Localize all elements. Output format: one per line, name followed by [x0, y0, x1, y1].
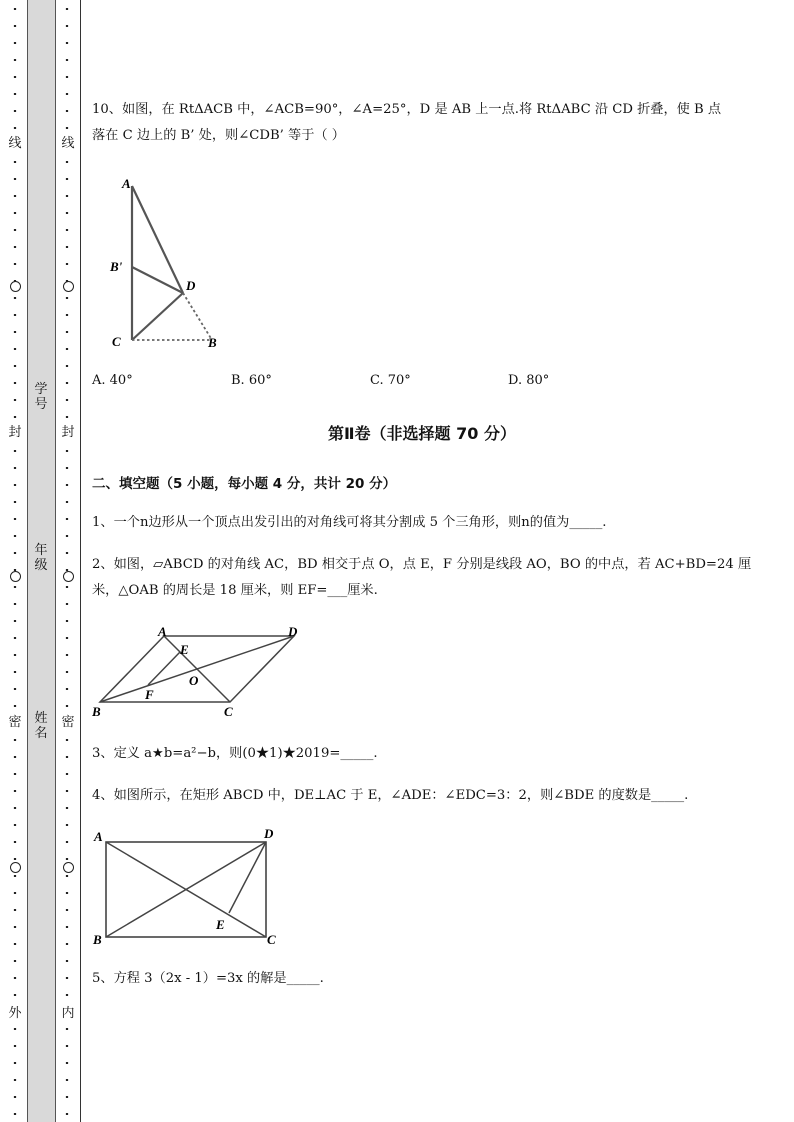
q2-label-O: O [189, 673, 199, 688]
binding-margin [0, 0, 86, 1122]
q10-label-B-prime: B' [110, 259, 123, 274]
q4-label-B: B [93, 932, 102, 946]
student-no-label: 学 号 [34, 382, 48, 412]
q5-text: 5、方程 3（2x - 1）=3x 的解是_____. [92, 971, 324, 986]
q4-rectangle-figure [92, 822, 292, 946]
inner-circle-3 [63, 862, 74, 873]
q10-option-b[interactable]: B. 60° [231, 373, 272, 388]
q4-label-C: C [267, 932, 276, 946]
q10-option-c[interactable]: C. 70° [370, 373, 411, 388]
inner-seal-line: 线 [61, 136, 75, 151]
outer-dot-line [12, 0, 18, 1122]
q4-label-A: A [94, 829, 103, 844]
q2-label-D: D [288, 624, 298, 639]
q4-label-E: E [216, 917, 225, 932]
q10-label-D: D [186, 278, 196, 293]
q3-text: 3、定义 a★b=a²−b，则(0★1)★2019=_____. [92, 746, 378, 761]
inner-seal-seal: 封 [61, 425, 75, 440]
q2-label-C: C [224, 704, 233, 718]
q2-parallelogram-figure [92, 624, 312, 718]
q10-option-a[interactable]: A. 40° [92, 373, 133, 388]
grade-label: 年 级 [34, 543, 48, 573]
q4-label-D: D [264, 826, 274, 841]
q2-text-line2: 米，△OAB 的周长是 18 厘米，则 EF=___厘米. [92, 583, 378, 598]
q2-label-B: B [92, 704, 101, 718]
outer-seal-line: 线 [8, 136, 22, 151]
outer-seal-outer: 外 [8, 1006, 22, 1021]
name-label: 姓 名 [34, 711, 48, 741]
q10-label-A: A [122, 176, 131, 191]
q1-text: 1、一个n边形从一个顶点出发引出的对角线可将其分割成 5 个三角形，则n的值为_____. [92, 515, 607, 530]
q10-text-line1: 10、如图，在 RtΔACB 中，∠ACB=90°，∠A=25°，D 是 AB 上一点.将 RtΔABC 沿 CD 折叠，使 B 点 [92, 102, 722, 117]
q4-text: 4、如图所示，在矩形 ABCD 中，DE⊥AC 于 E，∠ADE：∠EDC=3：2，则∠BDE 的度数是_____. [92, 788, 689, 803]
q10-option-d[interactable]: D. 80° [508, 373, 550, 388]
q10-label-B: B [208, 335, 217, 350]
section2-heading: 二、填空题（5 小题，每小题 4 分，共计 20 分） [92, 476, 397, 492]
outer-circle-2 [10, 571, 21, 582]
outer-seal-secret: 密 [8, 715, 22, 730]
inner-circle-2 [63, 571, 74, 582]
margin-border-line [80, 0, 81, 1122]
inner-dot-line [64, 0, 70, 1122]
q2-label-F: F [145, 687, 154, 702]
part2-title: 第Ⅱ卷（非选择题 70 分） [328, 424, 516, 443]
q10-triangle-figure [108, 172, 228, 354]
inner-seal-secret: 密 [61, 715, 75, 730]
q2-label-E: E [180, 642, 189, 657]
outer-seal-seal: 封 [8, 425, 22, 440]
q10-text-line2: 落在 C 边上的 B’ 处，则∠CDB’ 等于（ ） [92, 128, 345, 143]
outer-circle-3 [10, 862, 21, 873]
q2-label-A: A [158, 624, 167, 639]
q2-text-line1: 2、如图，▱ABCD 的对角线 AC，BD 相交于点 O，点 E，F 分别是线段 AO，BO 的中点，若 AC+BD=24 厘 [92, 557, 752, 572]
inner-seal-inner: 内 [61, 1006, 75, 1021]
outer-circle-1 [10, 281, 21, 292]
q10-label-C: C [112, 334, 121, 349]
inner-circle-1 [63, 281, 74, 292]
